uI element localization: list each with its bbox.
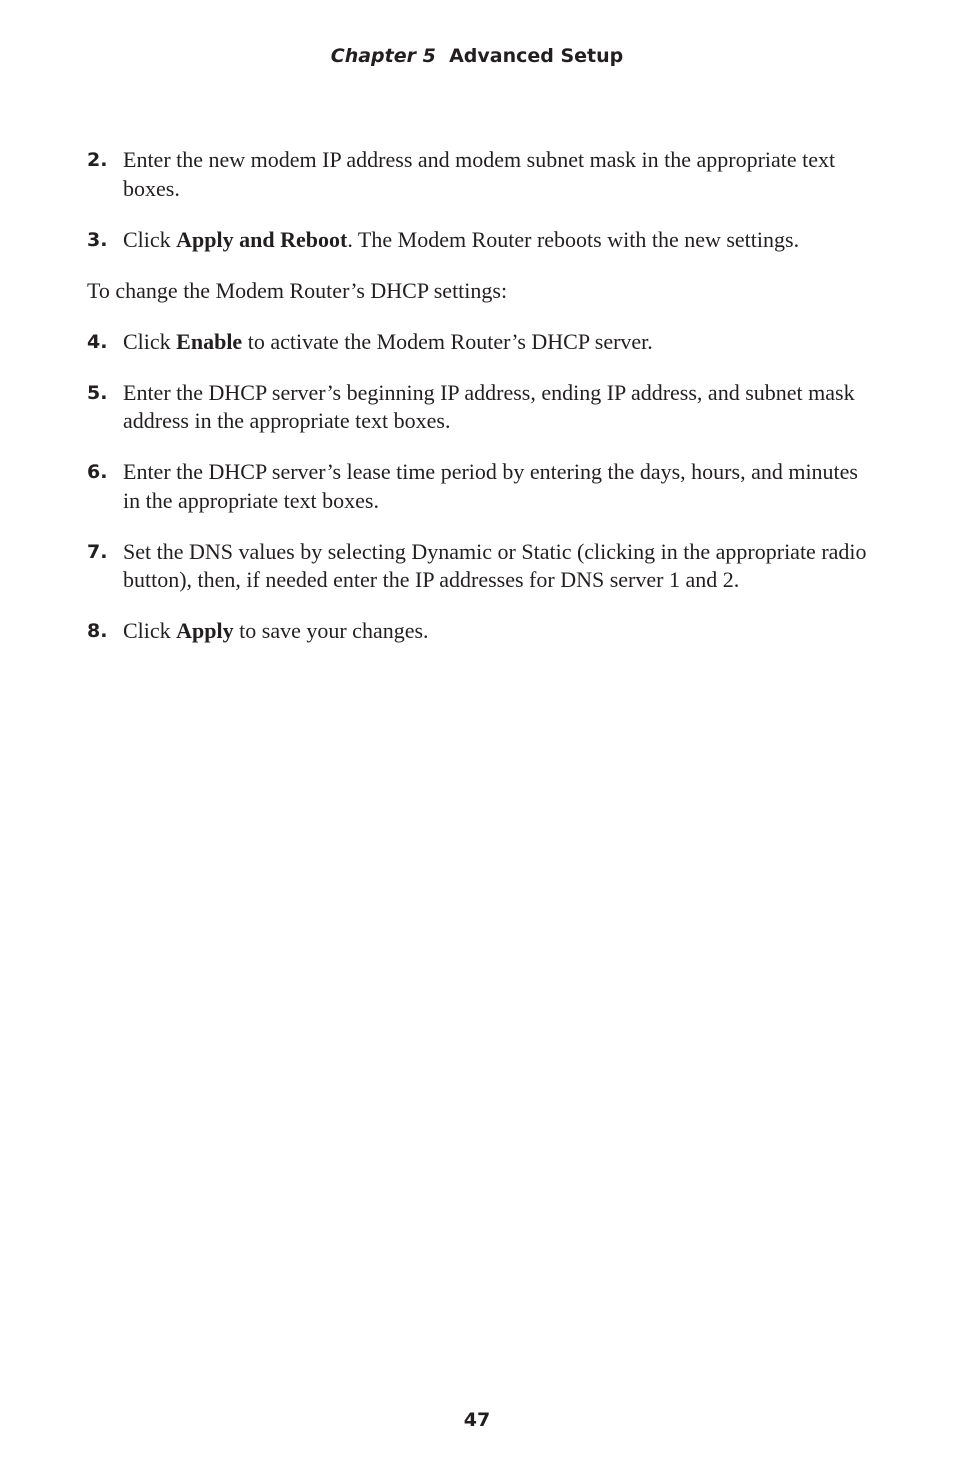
- step-number: 4.: [87, 330, 108, 353]
- step-6: [87, 458, 877, 515]
- step-5: [87, 379, 877, 436]
- page-header: [0, 43, 954, 69]
- step-number: 5.: [87, 381, 108, 404]
- step-4: [87, 328, 877, 357]
- step-number: 8.: [87, 620, 108, 642]
- enable-term: Enable: [176, 328, 243, 354]
- step-7: [87, 538, 877, 595]
- apply-and-reboot-term: Apply and Reboot: [176, 226, 348, 252]
- step-text-lead: Click: [123, 328, 177, 354]
- apply-term: Apply: [176, 618, 234, 643]
- chapter-title: Advanced Setup: [449, 45, 624, 67]
- step-text-tail: to activate the Modem Router’s DHCP server.: [242, 328, 653, 354]
- step-text: Enter the new modem IP address and modem subnet mask in the appropriate text boxes.: [123, 147, 836, 201]
- step-text-lead: Click: [123, 226, 177, 252]
- step-text: [123, 226, 877, 255]
- chapter-label: Chapter 5: [330, 45, 436, 67]
- step-text-lead: Click: [123, 618, 177, 643]
- page-content: [87, 146, 877, 668]
- step-number: 3.: [87, 228, 108, 251]
- step-8: [87, 617, 877, 646]
- step-number: 7.: [87, 540, 108, 563]
- step-text-tail: to save your changes.: [233, 618, 429, 643]
- dhcp-intro-paragraph: To change the Modem Router’s DHCP settings:: [87, 277, 508, 303]
- step-text: [123, 617, 877, 646]
- step-number: 2.: [87, 149, 108, 171]
- step-text: [123, 328, 877, 357]
- step-2: [87, 146, 877, 203]
- step-text: Set the DNS values by selecting Dynamic or Static (clicking in the appropriate radio button), then, if needed enter the IP addresses for DNS server 1 and 2.: [123, 538, 867, 592]
- step-text-tail: . The Modem Router reboots with the new settings.: [347, 226, 800, 252]
- page-number: 47: [463, 1409, 491, 1431]
- step-text: Enter the DHCP server’s lease time period by entering the days, hours, and minutes in the appropriate text boxes.: [123, 459, 858, 513]
- step-3: [87, 226, 877, 255]
- step-number: 6.: [87, 461, 108, 483]
- step-text: Enter the DHCP server’s beginning IP address, ending IP address, and subnet mask address in the appropriate text boxes.: [123, 379, 855, 433]
